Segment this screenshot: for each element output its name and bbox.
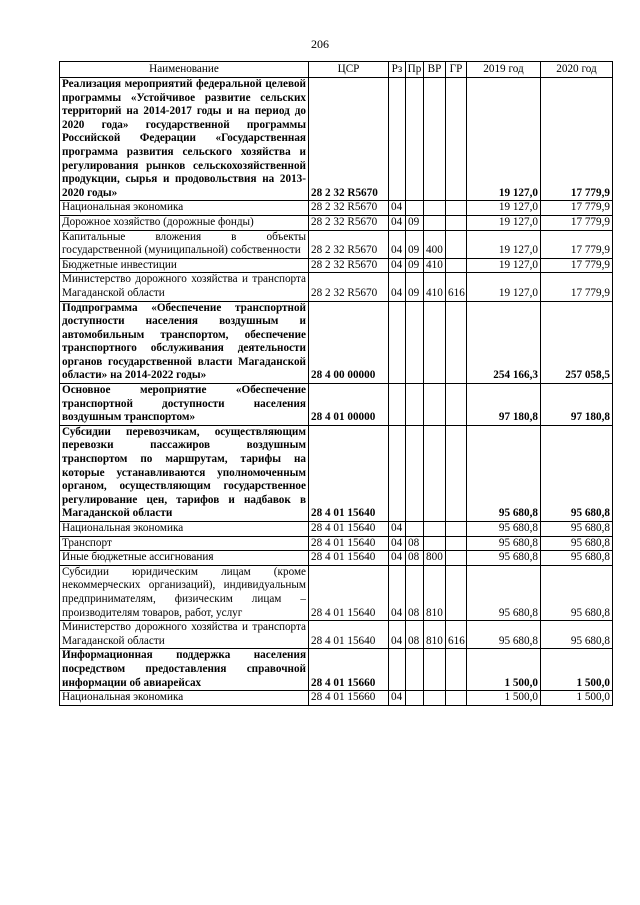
row-rz: 04 xyxy=(389,536,406,551)
row-pr: 08 xyxy=(406,536,424,551)
row-gr xyxy=(446,649,467,691)
row-2019: 19 127,0 xyxy=(467,258,541,273)
header-name: Наименование xyxy=(60,62,309,78)
table-row xyxy=(60,273,613,301)
row-rz xyxy=(389,301,406,384)
row-gr xyxy=(446,215,467,230)
row-pr xyxy=(406,425,424,521)
row-gr xyxy=(446,551,467,566)
row-csr: 28 2 32 R5670 xyxy=(309,215,389,230)
row-csr: 28 4 01 15660 xyxy=(309,649,389,691)
row-2020: 17 779,9 xyxy=(541,201,613,216)
row-rz: 04 xyxy=(389,621,406,649)
row-gr: 616 xyxy=(446,273,467,301)
row-gr xyxy=(446,565,467,620)
row-2020: 17 779,9 xyxy=(541,258,613,273)
row-2020: 17 779,9 xyxy=(541,78,613,201)
row-name: Подпрограмма «Обеспечение транспортной доступности населения воздушным и автомобильным транспортом, обеспечение транспортного обслуживания деятельности органов государственной власти Магаданской области» на 2014-2022 годы» xyxy=(60,301,309,384)
row-pr xyxy=(406,691,424,706)
row-rz: 04 xyxy=(389,565,406,620)
row-csr: 28 4 01 15640 xyxy=(309,536,389,551)
table-row xyxy=(60,301,613,384)
row-gr: 616 xyxy=(446,621,467,649)
row-csr: 28 4 01 15640 xyxy=(309,621,389,649)
row-csr: 28 4 01 15640 xyxy=(309,565,389,620)
row-vr xyxy=(424,691,446,706)
row-name: Министерство дорожного хозяйства и транспорта Магаданской области xyxy=(60,621,309,649)
row-vr: 410 xyxy=(424,273,446,301)
row-vr xyxy=(424,78,446,201)
row-2020: 1 500,0 xyxy=(541,691,613,706)
row-gr xyxy=(446,425,467,521)
row-name: Реализация мероприятий федеральной целевой программы «Устойчивое развитие сельских территорий на 2014-2017 годы и на период до 2020 года» государственной программы Российской Федерации «Государственная программа развития сельского хозяйства и регулирования рынков сельскохозяйственной продукции, сырья и продовольствия на 2013-2020 годы» xyxy=(60,78,309,201)
row-2020: 17 779,9 xyxy=(541,215,613,230)
row-pr xyxy=(406,384,424,426)
row-rz: 04 xyxy=(389,215,406,230)
row-2019: 95 680,8 xyxy=(467,536,541,551)
row-2020: 95 680,8 xyxy=(541,565,613,620)
table-header-row xyxy=(60,62,613,78)
header-2020: 2020 год xyxy=(541,62,613,78)
table-row xyxy=(60,201,613,216)
row-2020: 95 680,8 xyxy=(541,522,613,537)
row-2019: 19 127,0 xyxy=(467,230,541,258)
row-vr: 400 xyxy=(424,230,446,258)
row-2020: 1 500,0 xyxy=(541,649,613,691)
row-gr xyxy=(446,536,467,551)
row-csr: 28 2 32 R5670 xyxy=(309,273,389,301)
row-2019: 1 500,0 xyxy=(467,649,541,691)
row-vr xyxy=(424,522,446,537)
row-pr: 09 xyxy=(406,273,424,301)
row-2019: 95 680,8 xyxy=(467,565,541,620)
row-2020: 95 680,8 xyxy=(541,536,613,551)
row-vr xyxy=(424,384,446,426)
row-rz xyxy=(389,384,406,426)
row-name: Дорожное хозяйство (дорожные фонды) xyxy=(60,215,309,230)
row-gr xyxy=(446,301,467,384)
row-2020: 95 680,8 xyxy=(541,551,613,566)
row-2020: 95 680,8 xyxy=(541,425,613,521)
row-pr xyxy=(406,301,424,384)
row-2019: 19 127,0 xyxy=(467,273,541,301)
row-gr xyxy=(446,522,467,537)
row-2019: 95 680,8 xyxy=(467,522,541,537)
row-vr: 810 xyxy=(424,621,446,649)
row-vr: 410 xyxy=(424,258,446,273)
table-row xyxy=(60,78,613,201)
row-csr: 28 4 01 15640 xyxy=(309,551,389,566)
row-name: Национальная экономика xyxy=(60,201,309,216)
row-gr xyxy=(446,78,467,201)
row-rz xyxy=(389,649,406,691)
row-csr: 28 4 01 15640 xyxy=(309,522,389,537)
table-row xyxy=(60,536,613,551)
row-pr: 08 xyxy=(406,621,424,649)
table-row xyxy=(60,258,613,273)
row-name: Капитальные вложения в объекты государственной (муниципальной) собственности xyxy=(60,230,309,258)
row-name: Транспорт xyxy=(60,536,309,551)
row-name: Субсидии юридическим лицам (кроме некоммерческих организаций), индивидуальным предпринимателям, физическим лицам – производителям товаров, работ, услуг xyxy=(60,565,309,620)
row-csr: 28 4 01 15640 xyxy=(309,425,389,521)
row-2020: 17 779,9 xyxy=(541,230,613,258)
row-vr: 800 xyxy=(424,551,446,566)
row-vr xyxy=(424,536,446,551)
header-vr: ВР xyxy=(424,62,446,78)
row-name: Бюджетные инвестиции xyxy=(60,258,309,273)
row-rz: 04 xyxy=(389,258,406,273)
row-2019: 19 127,0 xyxy=(467,215,541,230)
row-name: Информационная поддержка населения посредством предоставления справочной информации об авиарейсах xyxy=(60,649,309,691)
row-rz: 04 xyxy=(389,691,406,706)
table-row xyxy=(60,649,613,691)
row-name: Национальная экономика xyxy=(60,691,309,706)
row-vr: 810 xyxy=(424,565,446,620)
row-pr xyxy=(406,201,424,216)
row-rz: 04 xyxy=(389,551,406,566)
table-row xyxy=(60,215,613,230)
row-csr: 28 2 32 R5670 xyxy=(309,258,389,273)
table-row xyxy=(60,384,613,426)
row-2019: 19 127,0 xyxy=(467,78,541,201)
row-2019: 19 127,0 xyxy=(467,201,541,216)
row-name: Национальная экономика xyxy=(60,522,309,537)
row-2019: 95 680,8 xyxy=(467,425,541,521)
row-gr xyxy=(446,230,467,258)
row-pr: 09 xyxy=(406,230,424,258)
row-pr: 09 xyxy=(406,215,424,230)
row-pr xyxy=(406,649,424,691)
row-vr xyxy=(424,201,446,216)
table-row xyxy=(60,691,613,706)
row-pr: 08 xyxy=(406,551,424,566)
table-row xyxy=(60,565,613,620)
budget-table xyxy=(59,61,613,706)
row-vr xyxy=(424,425,446,521)
row-name: Субсидии перевозчикам, осуществляющим перевозки пассажиров воздушным транспортом по маршрутам, тарифы на которые устанавливаются уполномоченным органом, осуществляющим государственное регулирование цен, тарифов и надбавок в Магаданской области xyxy=(60,425,309,521)
page-number: 206 xyxy=(311,37,329,51)
row-rz: 04 xyxy=(389,273,406,301)
row-csr: 28 4 01 15660 xyxy=(309,691,389,706)
table-row xyxy=(60,551,613,566)
row-rz: 04 xyxy=(389,201,406,216)
row-pr: 08 xyxy=(406,565,424,620)
header-gr: ГР xyxy=(446,62,467,78)
table-row xyxy=(60,425,613,521)
row-2019: 95 680,8 xyxy=(467,551,541,566)
row-vr xyxy=(424,649,446,691)
row-pr xyxy=(406,522,424,537)
table-row xyxy=(60,621,613,649)
row-2019: 95 680,8 xyxy=(467,621,541,649)
row-csr: 28 2 32 R5670 xyxy=(309,201,389,216)
row-csr: 28 4 00 00000 xyxy=(309,301,389,384)
row-2019: 254 166,3 xyxy=(467,301,541,384)
row-name: Министерство дорожного хозяйства и транспорта Магаданской области xyxy=(60,273,309,301)
row-vr xyxy=(424,215,446,230)
row-2020: 97 180,8 xyxy=(541,384,613,426)
row-rz xyxy=(389,425,406,521)
header-2019: 2019 год xyxy=(467,62,541,78)
row-rz: 04 xyxy=(389,522,406,537)
row-name: Иные бюджетные ассигнования xyxy=(60,551,309,566)
row-vr xyxy=(424,301,446,384)
row-2019: 97 180,8 xyxy=(467,384,541,426)
row-2019: 1 500,0 xyxy=(467,691,541,706)
row-pr xyxy=(406,78,424,201)
row-gr xyxy=(446,691,467,706)
table-row xyxy=(60,230,613,258)
header-pr: Пр xyxy=(406,62,424,78)
row-rz: 04 xyxy=(389,230,406,258)
row-csr: 28 2 32 R5670 xyxy=(309,78,389,201)
row-gr xyxy=(446,201,467,216)
table-row xyxy=(60,522,613,537)
row-csr: 28 2 32 R5670 xyxy=(309,230,389,258)
row-2020: 95 680,8 xyxy=(541,621,613,649)
row-name: Основное мероприятие «Обеспечение транспортной доступности населения воздушным транспортом» xyxy=(60,384,309,426)
row-gr xyxy=(446,258,467,273)
header-rz: Рз xyxy=(389,62,406,78)
header-csr: ЦСР xyxy=(309,62,389,78)
row-pr: 09 xyxy=(406,258,424,273)
row-2020: 17 779,9 xyxy=(541,273,613,301)
row-csr: 28 4 01 00000 xyxy=(309,384,389,426)
row-2020: 257 058,5 xyxy=(541,301,613,384)
row-gr xyxy=(446,384,467,426)
row-rz xyxy=(389,78,406,201)
